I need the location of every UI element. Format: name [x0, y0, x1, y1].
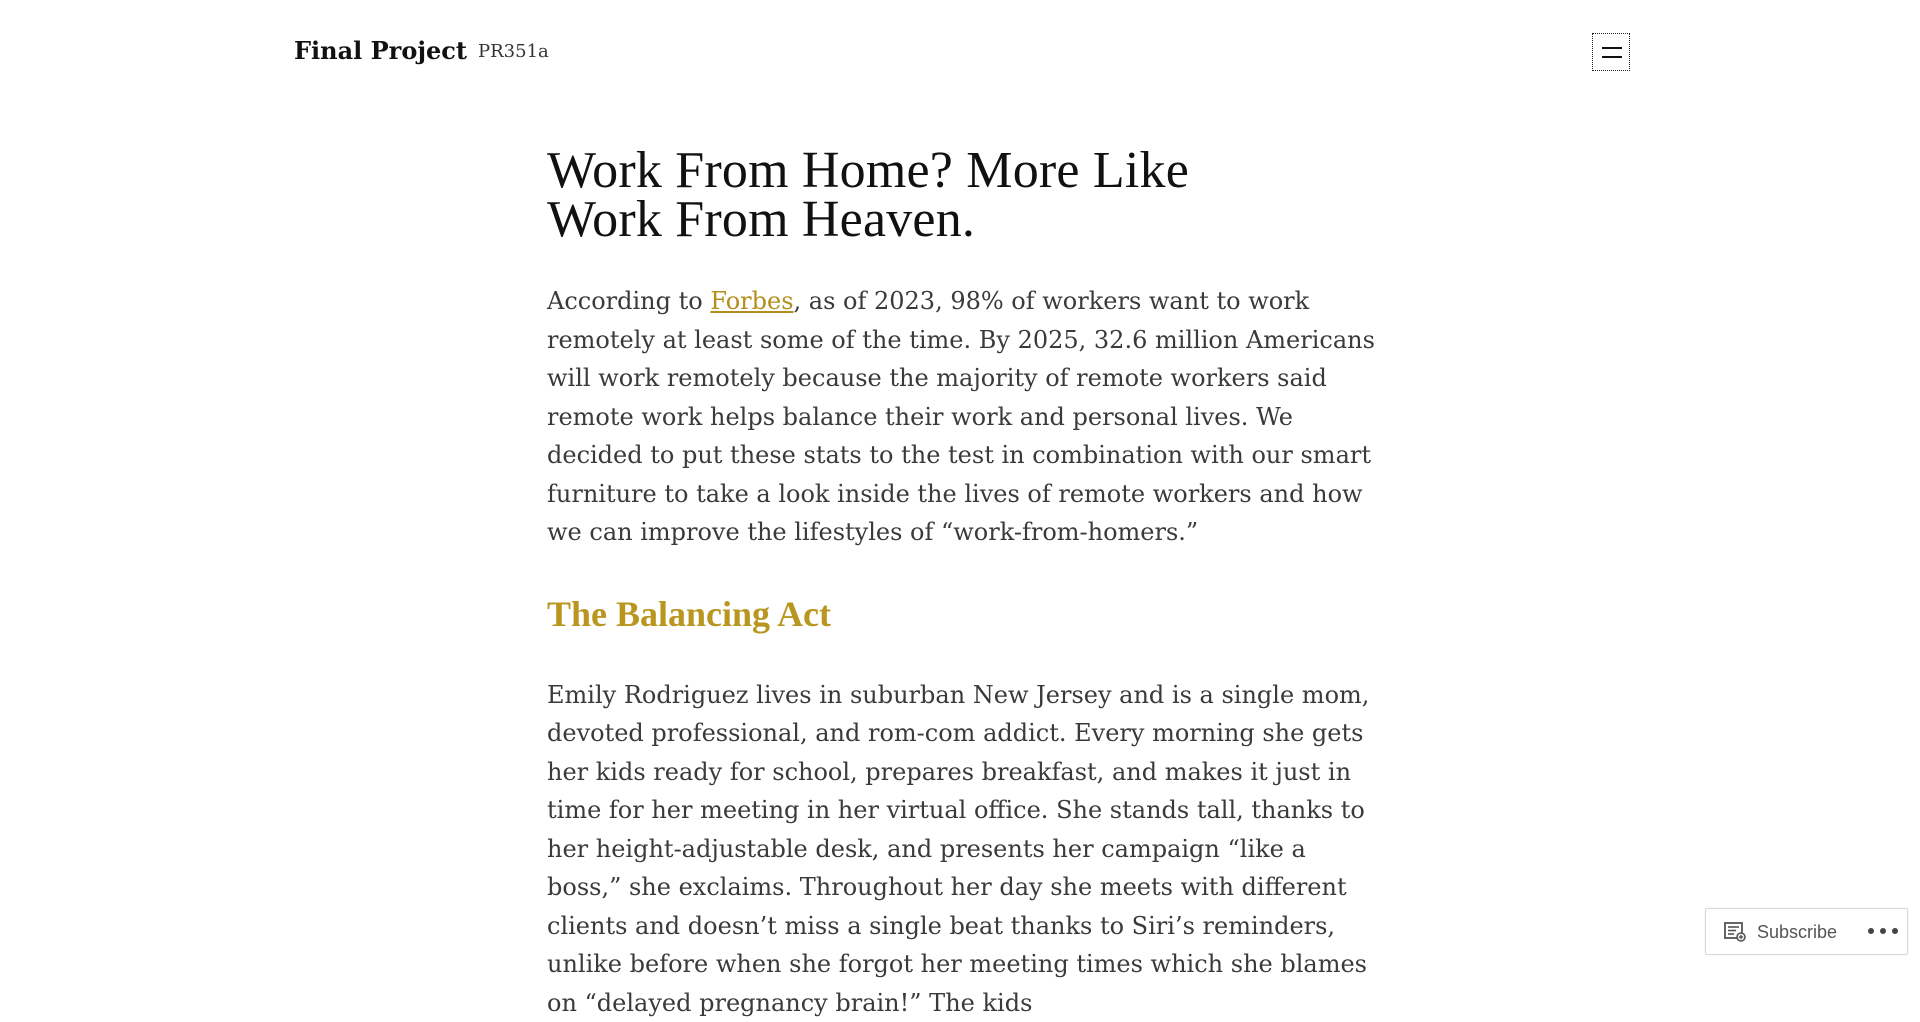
- menu-button[interactable]: [1592, 33, 1630, 71]
- intro-text-before-link: According to: [547, 287, 710, 315]
- reader-subscribe-icon: [1724, 922, 1746, 942]
- intro-paragraph: [547, 282, 1387, 552]
- intro-text-after-link: , as of 2023, 98% of workers want to work remotely at least some of the time. By 2025, 32.6 million Americans will work remotely because the majority of remote workers said remote work helps balance their work and personal lives. We decided to put these stats to the test in combination with our smart furniture to take a look inside the lives of remote workers and how we can improve the lifestyles of “work-from-homers.”: [547, 287, 1375, 546]
- menu-icon: [1602, 47, 1622, 49]
- subscribe-label: Subscribe: [1757, 922, 1837, 943]
- more-options-icon-dot: [1880, 928, 1886, 934]
- site-header: [0, 0, 1920, 104]
- forbes-link[interactable]: Forbes: [710, 287, 793, 315]
- subscribe-button[interactable]: [1706, 909, 1856, 954]
- menu-icon-bar: [1602, 56, 1622, 58]
- subscribe-bar: [1705, 908, 1908, 955]
- site-title-link[interactable]: Final Project: [294, 36, 467, 65]
- section-heading: The Balancing Act: [547, 592, 1387, 636]
- more-options-icon: [1868, 928, 1874, 934]
- more-options-icon-dot: [1892, 928, 1898, 934]
- post-title: Work From Home? More Like Work From Heaven.: [547, 146, 1247, 244]
- section-paragraph: Emily Rodriguez lives in suburban New Jersey and is a single mom, devoted professional, and rom-com addict. Every morning she gets her kids ready for school, prepares breakfast, and makes it just in time for her meeting in her virtual office. She stands tall, thanks to her height-adjustable desk, and presents her campaign “like a boss,” she exclaims. Throughout her day she meets with different clients and doesn’t miss a single beat thanks to Siri’s reminders, unlike before when she forgot her meeting times which she blames on “delayed pregnancy brain!” The kids: [547, 676, 1387, 1022]
- more-options-button[interactable]: [1866, 919, 1900, 943]
- post-content: [547, 146, 1387, 1022]
- site-tagline: PR351a: [478, 41, 549, 62]
